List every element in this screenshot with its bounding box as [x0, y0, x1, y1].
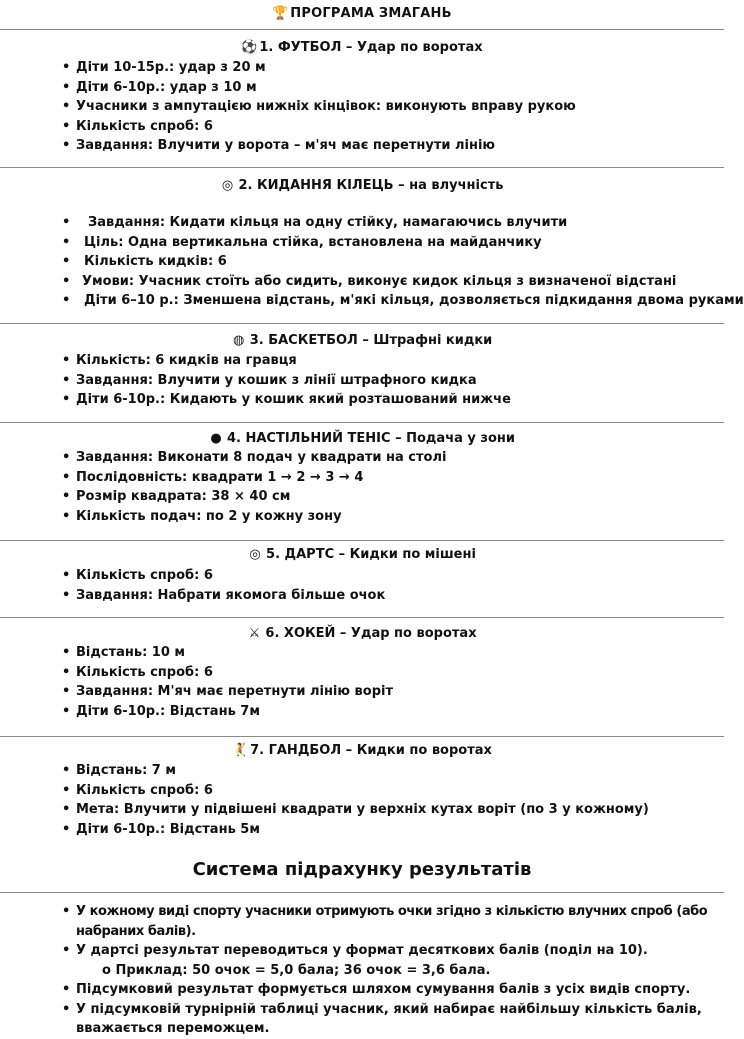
scoring-list: [62, 902, 712, 1039]
basketball-icon: ◍: [233, 333, 245, 348]
table-tennis-list: [62, 448, 446, 526]
darts-icon: ◎: [249, 547, 261, 562]
list-item: • Послідовність: квадрати 1 → 2 → 3 → 4: [62, 468, 446, 488]
football-list: [62, 58, 576, 156]
divider: [0, 167, 724, 168]
section-title-darts: [0, 545, 724, 565]
list-item: • Відстань: 10 м: [62, 643, 393, 663]
section-title-text: 7. ГАНДБОЛ – Кидки по воротах: [250, 743, 492, 758]
divider: [0, 540, 724, 541]
list-item: • Розмір квадрата: 38 × 40 см: [62, 487, 446, 507]
list-item: • Відстань: 7 м: [62, 761, 649, 781]
basketball-list: [62, 351, 511, 410]
section-title-football: [0, 38, 724, 58]
list-item: • Діти 6-10р.: Відстань 5м: [62, 820, 649, 840]
list-item: • Завдання: Виконати 8 подач у квадрати на столі: [62, 448, 446, 468]
list-item: • Завдання: Набрати якомога більше очок: [62, 586, 385, 606]
list-item: • Кількість: 6 кидків на гравця: [62, 351, 511, 371]
list-item: • Кількість спроб: 6: [62, 781, 649, 801]
soccer-ball-icon: ⚽: [241, 40, 258, 55]
list-item: • Діти 6–10 р.: Зменшена відстань, м'які кільця, дозволяється підкидання двома руками: [62, 291, 744, 311]
trophy-icon: 🏆: [272, 6, 289, 21]
list-item: • У підсумковій турнірній таблиці учасник, який набирає найбільшу кількість балів, вважається переможцем.: [62, 1000, 712, 1039]
section-title-hockey: [0, 624, 724, 644]
list-item: • Завдання: Кидати кільця на одну стійку, намагаючись влучити: [62, 213, 744, 233]
list-item: • Завдання: М'яч має перетнути лінію воріт: [62, 682, 393, 702]
divider: [0, 892, 724, 893]
list-item: • Ціль: Одна вертикальна стійка, встановлена на майданчику: [62, 233, 744, 253]
handball-list: [62, 761, 649, 839]
divider: [0, 422, 724, 423]
list-item: • Мета: Влучити у підвішені квадрати у верхніх кутах воріт (по 3 у кожному): [62, 800, 649, 820]
hockey-sticks-icon: ⚔: [248, 626, 261, 641]
list-item: • Кількість спроб: 6: [62, 663, 393, 683]
section-title-text: 2. КИДАННЯ КІЛЕЦЬ – на влучність: [238, 178, 504, 193]
section-title-basketball: [0, 331, 724, 351]
page-title: [0, 4, 724, 24]
section-title-ring-toss: [0, 176, 724, 196]
section-title-text: 3. БАСКЕТБОЛ – Штрафні кидки: [249, 333, 493, 348]
handball-player-icon: 🤾: [232, 743, 249, 758]
list-item: • Діти 6-10р.: Відстань 7м: [62, 702, 393, 722]
target-icon: ◎: [221, 178, 234, 193]
section-title-text: 1. ФУТБОЛ – Удар по воротах: [259, 40, 483, 55]
list-item: • Кількість кидків: 6: [62, 252, 744, 272]
list-item: • Кількість спроб: 6: [62, 566, 385, 586]
divider: [0, 617, 724, 618]
section-title-text: 6. ХОКЕЙ – Удар по воротах: [265, 626, 477, 641]
section-title-table-tennis: [0, 429, 724, 449]
list-item: • Кількість спроб: 6: [62, 117, 576, 137]
page-title-text: ПРОГРАМА ЗМАГАНЬ: [290, 6, 452, 21]
section-title-text: 4. НАСТІЛЬНИЙ ТЕНІС – Подача у зони: [226, 431, 515, 446]
list-item: • Умови: Учасник стоїть або сидить, виконує кидок кільця з визначеної відстані: [62, 272, 744, 292]
list-item: • У кожному виді спорту учасники отримують очки згідно з кількістю влучних спроб (або набраних балів).: [62, 902, 712, 941]
list-item: • Завдання: Влучити у кошик з лінії штрафного кидка: [62, 371, 511, 391]
list-item: • Учасники з ампутацією нижніх кінцівок: виконують вправу рукою: [62, 97, 576, 117]
ring-toss-list: [62, 213, 744, 311]
list-item: о Приклад: 50 очок = 5,0 бала; 36 очок = 3,6 бала.: [102, 962, 491, 978]
divider: [0, 29, 724, 30]
list-item: • Діти 10-15р.: удар з 20 м: [62, 58, 576, 78]
list-item: • Завдання: Влучити у ворота – м'яч має перетнути лінію: [62, 136, 576, 156]
hockey-list: [62, 643, 393, 721]
scoring-heading: Система підрахунку результатів: [192, 859, 532, 880]
ping-pong-icon: ●: [210, 431, 222, 446]
list-item: • Діти 6-10р.: удар з 10 м: [62, 78, 576, 98]
list-item: • У дартсі результат переводиться у формат десяткових балів (поділ на 10).: [62, 941, 712, 961]
section-title-handball: [0, 741, 724, 761]
darts-list: [62, 566, 385, 605]
divider: [0, 736, 724, 737]
list-item: • Підсумковий результат формується шляхом сумування балів з усіх видів спорту.: [62, 980, 712, 1000]
list-item: • Кількість подач: по 2 у кожну зону: [62, 507, 446, 527]
list-item: • Діти 6-10р.: Кидають у кошик який розташований нижче: [62, 390, 511, 410]
section-title-text: 5. ДАРТС – Кидки по мішені: [266, 547, 476, 562]
divider: [0, 323, 724, 324]
